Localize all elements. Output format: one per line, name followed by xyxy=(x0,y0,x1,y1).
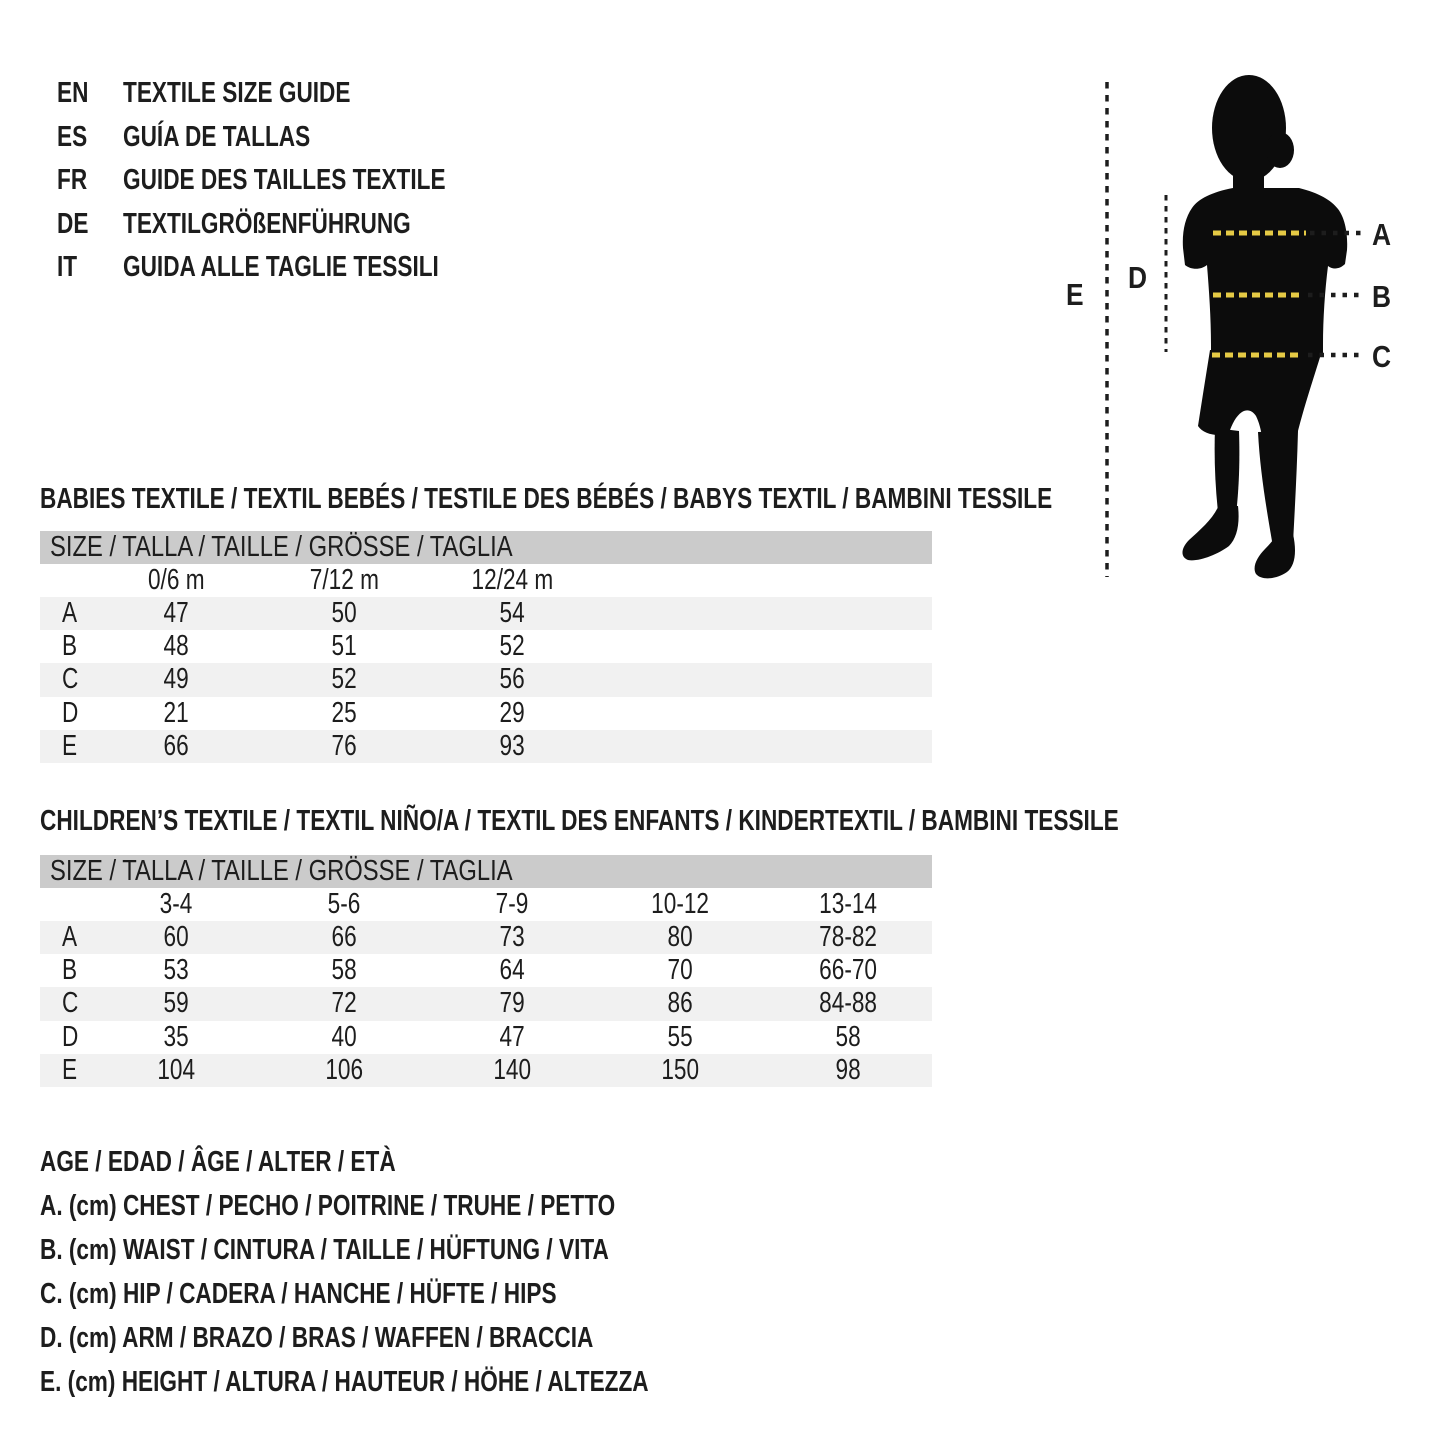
figure-label-chest: A xyxy=(1372,217,1392,252)
table-cell: 60 xyxy=(163,921,189,954)
legend-chest-line: A. (cm) CHEST / PECHO / POITRINE / TRUHE / PETTO xyxy=(40,1189,616,1222)
language-title-list xyxy=(57,72,537,290)
table-cell: 93 xyxy=(499,729,525,762)
column-header: 10-12 xyxy=(651,888,709,920)
children-column-header-row xyxy=(40,888,932,921)
child-silhouette-figure xyxy=(1040,60,1445,600)
lang-row-en xyxy=(57,72,537,116)
lang-title: TEXTILE SIZE GUIDE xyxy=(123,77,351,110)
table-cell: 66-70 xyxy=(819,954,877,987)
column-header: 7-9 xyxy=(495,888,529,920)
table-cell: 52 xyxy=(499,630,525,663)
table-cell: 66 xyxy=(163,729,189,762)
table-cell: 55 xyxy=(667,1020,693,1053)
column-header: 13-14 xyxy=(819,888,877,920)
row-label: E xyxy=(62,1053,78,1086)
table-row xyxy=(40,1054,932,1087)
children-size-header-bar: SIZE / TALLA / TAILLE / GRÖSSE / TAGLIA xyxy=(40,855,932,888)
table-cell: 47 xyxy=(163,597,189,630)
babies-table-title: BABIES TEXTILE / TEXTIL BEBÉS / TESTILE DES BÉBÉS / BABYS TEXTIL / BAMBINI TESSILE xyxy=(40,483,1053,515)
lang-title: GUIDE DES TAILLES TEXTILE xyxy=(123,164,446,197)
table-cell: 84-88 xyxy=(819,987,877,1020)
figure-label-waist: B xyxy=(1372,279,1392,314)
table-row xyxy=(40,630,932,663)
table-cell: 52 xyxy=(331,663,357,696)
legend-waist-line: B. (cm) WAIST / CINTURA / TAILLE / HÜFTUNG / VITA xyxy=(40,1233,609,1266)
children-table-title: CHILDREN’S TEXTILE / TEXTIL NIÑO/A / TEXTIL DES ENFANTS / KINDERTEXTIL / BAMBINI TESSILE xyxy=(40,805,1119,837)
babies-column-header-row xyxy=(40,564,932,597)
lang-code: FR xyxy=(57,164,88,197)
table-cell: 58 xyxy=(835,1020,861,1053)
table-cell: 98 xyxy=(835,1053,861,1086)
table-cell: 80 xyxy=(667,921,693,954)
table-cell: 104 xyxy=(157,1053,195,1086)
table-cell: 21 xyxy=(163,696,189,729)
column-header: 3-4 xyxy=(159,888,193,920)
table-cell: 79 xyxy=(499,987,525,1020)
table-row xyxy=(40,597,932,630)
figure-label-height: E xyxy=(1066,277,1084,312)
lang-row-it xyxy=(57,246,537,290)
legend-age-line: AGE / EDAD / ÂGE / ALTER / ETÀ xyxy=(40,1145,396,1178)
lang-row-es xyxy=(57,116,537,160)
row-label: D xyxy=(62,696,79,729)
table-cell: 47 xyxy=(499,1020,525,1053)
legend-height-line: E. (cm) HEIGHT / ALTURA / HAUTEUR / HÖHE / ALTEZZA xyxy=(40,1365,649,1398)
column-header: 0/6 m xyxy=(147,564,205,596)
table-cell: 59 xyxy=(163,987,189,1020)
table-cell: 56 xyxy=(499,663,525,696)
table-cell: 70 xyxy=(667,954,693,987)
table-row xyxy=(40,987,932,1020)
legend-arm-line: D. (cm) ARM / BRAZO / BRAS / WAFFEN / BRACCIA xyxy=(40,1321,594,1354)
row-label: B xyxy=(62,954,78,987)
row-label: C xyxy=(62,987,79,1020)
table-cell: 54 xyxy=(499,597,525,630)
lang-code: DE xyxy=(57,207,89,240)
table-cell: 86 xyxy=(667,987,693,1020)
babies-size-header-bar: SIZE / TALLA / TAILLE / GRÖSSE / TAGLIA xyxy=(40,531,932,564)
table-cell: 78-82 xyxy=(819,921,877,954)
table-row xyxy=(40,663,932,696)
lang-code: EN xyxy=(57,77,89,110)
lang-code: IT xyxy=(57,251,78,284)
row-label: C xyxy=(62,663,79,696)
row-label: A xyxy=(62,921,78,954)
figure-label-hip: C xyxy=(1372,339,1392,374)
table-cell: 64 xyxy=(499,954,525,987)
table-cell: 150 xyxy=(661,1053,699,1086)
figure-label-arm: D xyxy=(1128,260,1148,295)
row-label: B xyxy=(62,630,78,663)
table-cell: 51 xyxy=(331,630,357,663)
table-row xyxy=(40,921,932,954)
table-cell: 106 xyxy=(325,1053,363,1086)
table-cell: 73 xyxy=(499,921,525,954)
table-cell: 72 xyxy=(331,987,357,1020)
table-cell: 58 xyxy=(331,954,357,987)
table-cell: 49 xyxy=(163,663,189,696)
table-row xyxy=(40,697,932,730)
column-header: 5-6 xyxy=(327,888,361,920)
table-row xyxy=(40,954,932,987)
table-cell: 25 xyxy=(331,696,357,729)
lang-code: ES xyxy=(57,120,88,153)
column-header: 12/24 m xyxy=(471,564,553,596)
table-row xyxy=(40,730,932,763)
lang-title: GUIDA ALLE TAGLIE TESSILI xyxy=(123,251,439,284)
table-cell: 53 xyxy=(163,954,189,987)
table-cell: 50 xyxy=(331,597,357,630)
lang-row-fr xyxy=(57,159,537,203)
column-header: 7/12 m xyxy=(309,564,379,596)
table-row xyxy=(40,1021,932,1054)
table-cell: 66 xyxy=(331,921,357,954)
table-cell: 29 xyxy=(499,696,525,729)
row-label: E xyxy=(62,729,78,762)
table-cell: 35 xyxy=(163,1020,189,1053)
table-cell: 140 xyxy=(493,1053,531,1086)
row-label: A xyxy=(62,597,78,630)
lang-title: TEXTILGRÖßENFÜHRUNG xyxy=(123,207,411,240)
legend-hip-line: C. (cm) HIP / CADERA / HANCHE / HÜFTE / HIPS xyxy=(40,1277,557,1310)
table-cell: 48 xyxy=(163,630,189,663)
table-cell: 40 xyxy=(331,1020,357,1053)
table-cell: 76 xyxy=(331,729,357,762)
lang-title: GUÍA DE TALLAS xyxy=(123,120,311,153)
row-label: D xyxy=(62,1020,79,1053)
lang-row-de xyxy=(57,203,537,247)
measurement-legend xyxy=(40,1140,820,1404)
